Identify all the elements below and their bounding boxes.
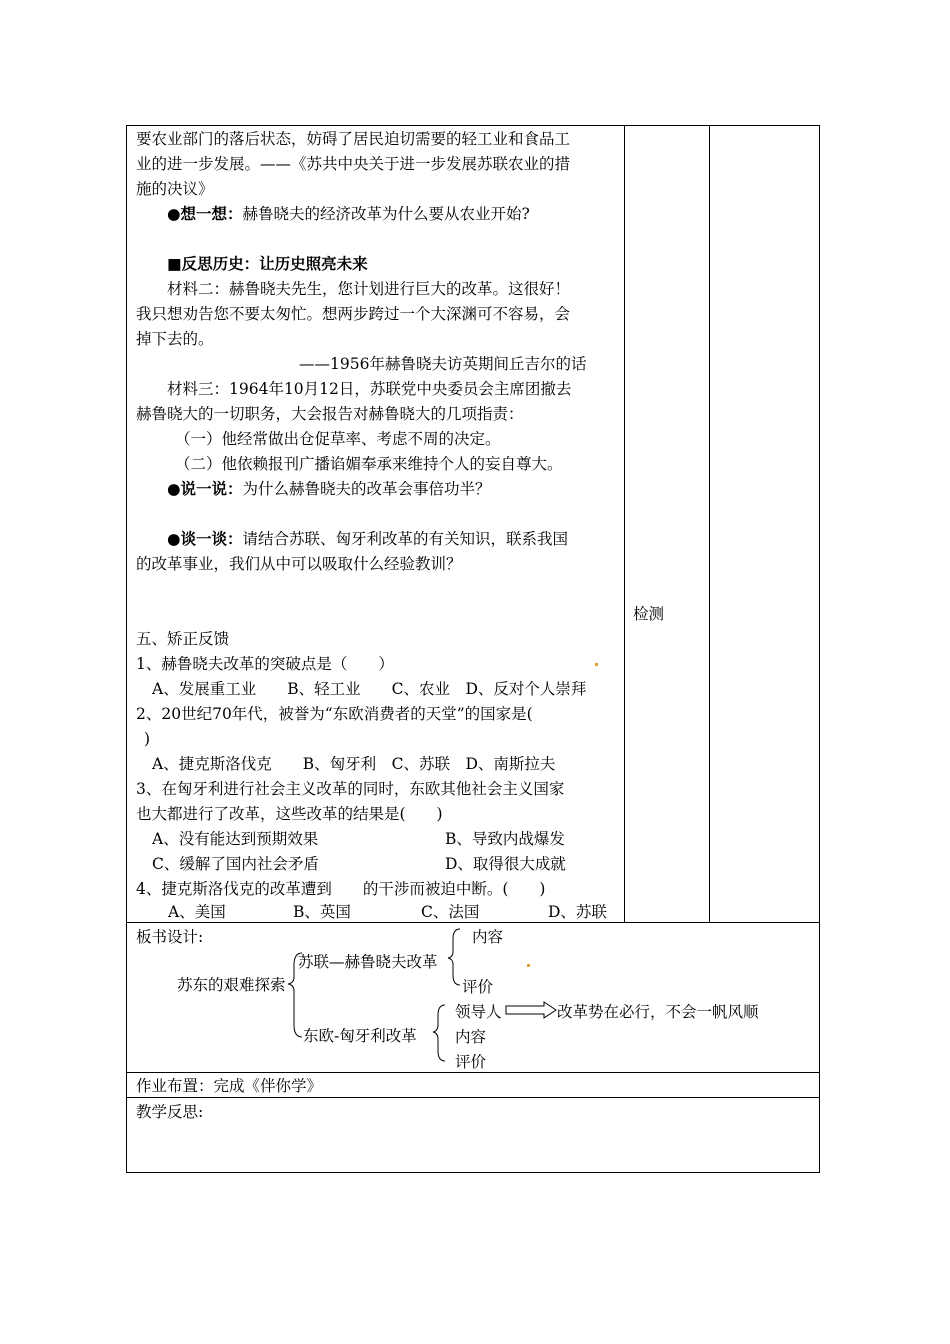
board-ee-content: 内容	[455, 1028, 487, 1046]
homework-label: 作业布置：完成《伴你学》	[136, 1077, 323, 1095]
text-line: 施的决议》	[136, 180, 214, 198]
think-label: ●想一想：	[167, 205, 243, 223]
table-border-top	[126, 125, 820, 126]
q3-option-d: D、取得很大成就	[445, 855, 566, 873]
text-line: 业的进一步发展。——《苏共中央关于进一步发展苏联农业的措	[136, 155, 571, 173]
q3-option-a: A、没有能达到预期效果	[152, 830, 319, 848]
col-divider-1	[624, 125, 625, 923]
artifact-dot	[595, 663, 598, 666]
say-text: 为什么赫鲁晓夫的改革会事倍功半？	[242, 480, 491, 498]
talk-text-line: 的改革事业，我们从中可以吸取什么经验教训？	[136, 555, 462, 573]
table-border-right	[819, 125, 820, 1173]
check-label: 检测	[633, 605, 665, 623]
table-border-bottom	[126, 1172, 820, 1173]
q3-option-c: C、缓解了国内社会矛盾	[152, 855, 319, 873]
talk-text: 请结合苏联、匈牙利改革的有关知识，联系我国	[242, 530, 569, 548]
think-text: 赫鲁晓夫的经济改革为什么要从农业开始?	[242, 205, 530, 223]
question-3: 3、在匈牙利进行社会主义改革的同时，东欧其他社会主义国家	[136, 780, 565, 798]
feedback-title: 五、矫正反馈	[136, 630, 230, 648]
reflect-heading: ■反思历史：让历史照亮未来	[167, 255, 368, 273]
talk-label: ●谈一谈：	[167, 530, 243, 548]
question-2-cont: )	[144, 730, 151, 748]
think-prompt	[167, 202, 530, 227]
eeurope-brace	[433, 1005, 445, 1061]
q4-option-c: C、法国	[421, 903, 480, 921]
hollow-arrow-icon	[506, 1002, 556, 1018]
board-ussr-eval: 评价	[462, 978, 494, 996]
board-arrow-text: 改革势在必行，不会一帆风顺	[557, 1003, 759, 1021]
ussr-brace	[448, 929, 460, 985]
material3-line: 赫鲁晓大的一切职务，大会报告对赫鲁晓大的几项指责：	[136, 405, 524, 423]
question-3-cont: 也大都进行了改革，这些改革的结果是( )	[136, 805, 443, 823]
say-label: ●说一说：	[167, 480, 243, 498]
material3-line: 材料三：1964年10月12日，苏联党中央委员会主席团撤去	[167, 380, 572, 398]
q4-option-a: A、美国	[168, 903, 226, 921]
question-2-options: A、捷克斯洛伐克 B、匈牙利 C、苏联 D、南斯拉夫	[152, 755, 556, 773]
col-divider-2	[709, 125, 710, 923]
question-4: 4、捷克斯洛伐克的改革遭到 的干涉而被迫中断。( )	[136, 880, 546, 898]
material2-line: 我只想劝告您不要太匆忙。想两步跨过一个大深渊可不容易，会	[136, 305, 571, 323]
q4-option-d: D、苏联	[548, 903, 607, 921]
board-ee-leader: 领导人	[455, 1003, 502, 1021]
board-root: 苏东的艰难探索	[177, 976, 286, 994]
q4-option-b: B、英国	[293, 903, 351, 921]
talk-prompt	[167, 527, 568, 552]
text-line: 要农业部门的落后状态，妨碍了居民迫切需要的轻工业和食品工	[136, 130, 571, 148]
board-branch-ussr: 苏联—赫鲁晓夫改革	[298, 953, 438, 971]
board-braces-svg	[280, 925, 570, 1073]
root-brace	[288, 953, 302, 1037]
q3-option-b: B、导致内战爆发	[445, 830, 565, 848]
material2-line: 材料二：赫鲁晓夫先生，您计划进行巨大的改革。这很好！	[167, 280, 571, 298]
table-border-left	[126, 125, 127, 1173]
say-prompt	[167, 477, 491, 502]
board-ee-eval: 评价	[455, 1053, 487, 1071]
material3-line: （二）他依赖报刊广播谄媚奉承来维持个人的妄自尊大。	[175, 455, 563, 473]
material3-line: （一）他经常做出仓促草率、考虑不周的决定。	[175, 430, 501, 448]
board-label: 板书设计:	[136, 928, 204, 946]
question-1: 1、赫鲁晓夫改革的突破点是（ ）	[136, 655, 394, 673]
question-1-options: A、发展重工业 B、轻工业 C、农业 D、反对个人崇拜	[152, 680, 587, 698]
reflection-label: 教学反思:	[136, 1103, 204, 1121]
board-branch-eeurope: 东欧-匈牙利改革	[303, 1027, 417, 1045]
material2-source: ——1956年赫鲁晓夫访英期间丘吉尔的话	[299, 355, 587, 373]
question-2: 2、20世纪70年代，被誉为“东欧消费者的天堂”的国家是(	[136, 705, 533, 723]
material2-line: 掉下去的。	[136, 330, 214, 348]
board-ussr-content: 内容	[472, 928, 504, 946]
